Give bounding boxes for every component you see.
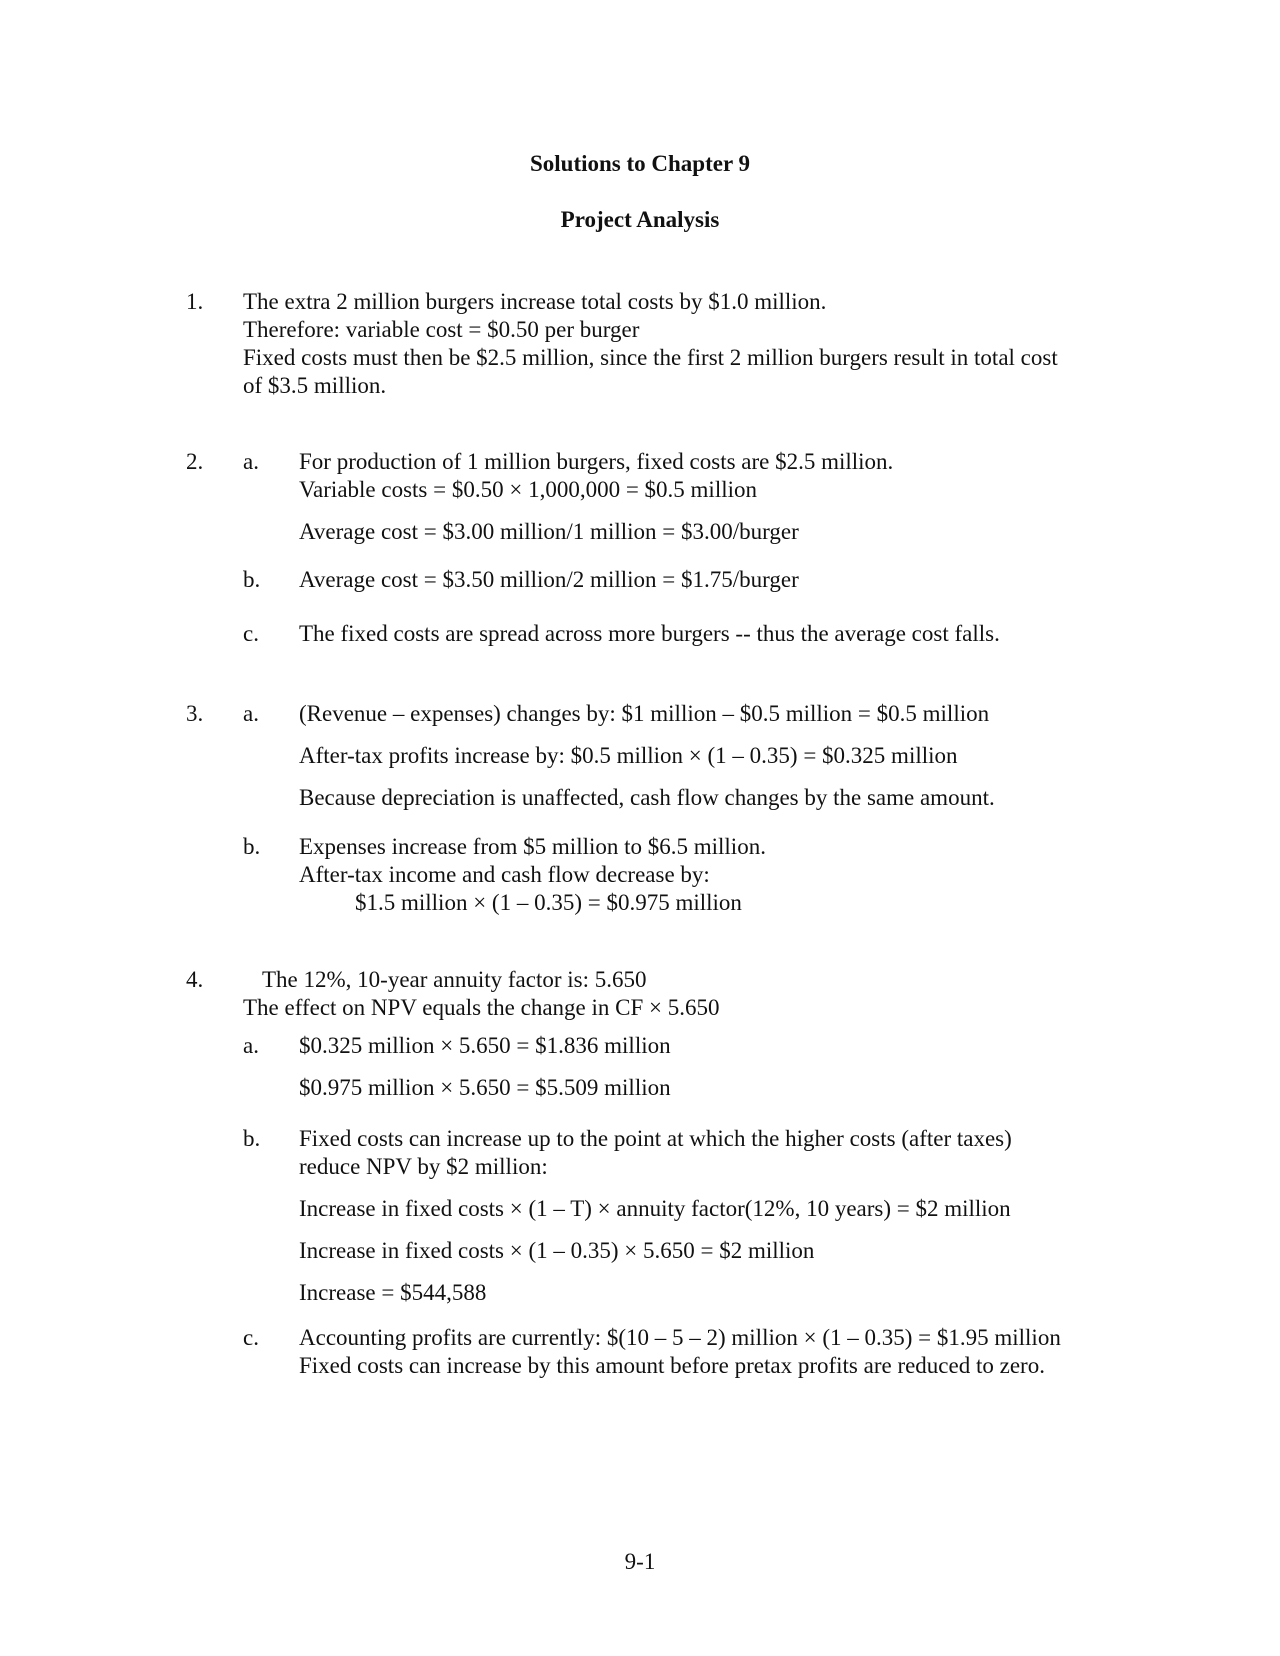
problem-number: 2. (186, 449, 204, 474)
text-line: Accounting profits are currently: $(10 – 5 – 2) million × (1 – 0.35) = $1.95 million (299, 1325, 1061, 1350)
part-letter: b. (243, 1126, 261, 1151)
text-line: Therefore: variable cost = $0.50 per burger (243, 317, 640, 342)
text-line: $0.325 million × 5.650 = $1.836 million (299, 1033, 671, 1058)
text-line: After-tax profits increase by: $0.5 million × (1 – 0.35) = $0.325 million (299, 743, 958, 768)
text-line: reduce NPV by $2 million: (299, 1154, 548, 1179)
text-line: $0.975 million × 5.650 = $5.509 million (299, 1075, 671, 1100)
text-line: Variable costs = $0.50 × 1,000,000 = $0.5 million (299, 477, 757, 502)
text-line: The effect on NPV equals the change in CF × 5.650 (243, 995, 720, 1020)
problem-1-text (243, 288, 1143, 400)
text-line: Increase = $544,588 (299, 1280, 487, 1305)
text-line: Fixed costs can increase by this amount before pretax profits are reduced to zero. (299, 1353, 1045, 1378)
part-letter: a. (243, 701, 259, 726)
text-line: Average cost = $3.00 million/1 million = $3.00/burger (299, 519, 799, 544)
text-line: (Revenue – expenses) changes by: $1 million – $0.5 million = $0.5 million (299, 701, 990, 726)
text-line: Increase in fixed costs × (1 – T) × annuity factor(12%, 10 years) = $2 million (299, 1196, 1011, 1221)
text-line: The 12%, 10-year annuity factor is: 5.650 (262, 967, 647, 992)
text-line: After-tax income and cash flow decrease by: (299, 862, 710, 887)
part-letter: a. (243, 449, 259, 474)
text-line: The extra 2 million burgers increase total costs by $1.0 million. (243, 289, 827, 314)
chapter-subtitle: Project Analysis (560, 207, 720, 232)
text-line: For production of 1 million burgers, fixed costs are $2.5 million. (299, 449, 894, 474)
text-line: Fixed costs must then be $2.5 million, since the first 2 million burgers result in total cost (243, 345, 1058, 370)
problem-4-intro (243, 966, 1143, 1022)
text-line: Increase in fixed costs × (1 – 0.35) × 5.650 = $2 million (299, 1238, 815, 1263)
page-number: 9-1 (624, 1549, 656, 1574)
text-line: of $3.5 million. (243, 373, 387, 398)
text-line: $1.5 million × (1 – 0.35) = $0.975 million (355, 890, 742, 915)
part-letter: a. (243, 1033, 259, 1058)
part-letter: c. (243, 621, 259, 646)
problem-number: 4. (186, 967, 204, 992)
part-letter: b. (243, 567, 261, 592)
text-line: The fixed costs are spread across more burgers -- thus the average cost falls. (299, 621, 1000, 646)
text-line: Fixed costs can increase up to the point at which the higher costs (after taxes) (299, 1126, 1012, 1151)
part-letter: c. (243, 1325, 259, 1350)
chapter-title: Solutions to Chapter 9 (529, 151, 751, 176)
part-letter: b. (243, 834, 261, 859)
problem-number: 1. (186, 289, 204, 314)
text-line: Expenses increase from $5 million to $6.5 million. (299, 834, 766, 859)
text-line: Average cost = $3.50 million/2 million = $1.75/burger (299, 567, 799, 592)
problem-number: 3. (186, 701, 204, 726)
text-line: Because depreciation is unaffected, cash flow changes by the same amount. (299, 785, 995, 810)
